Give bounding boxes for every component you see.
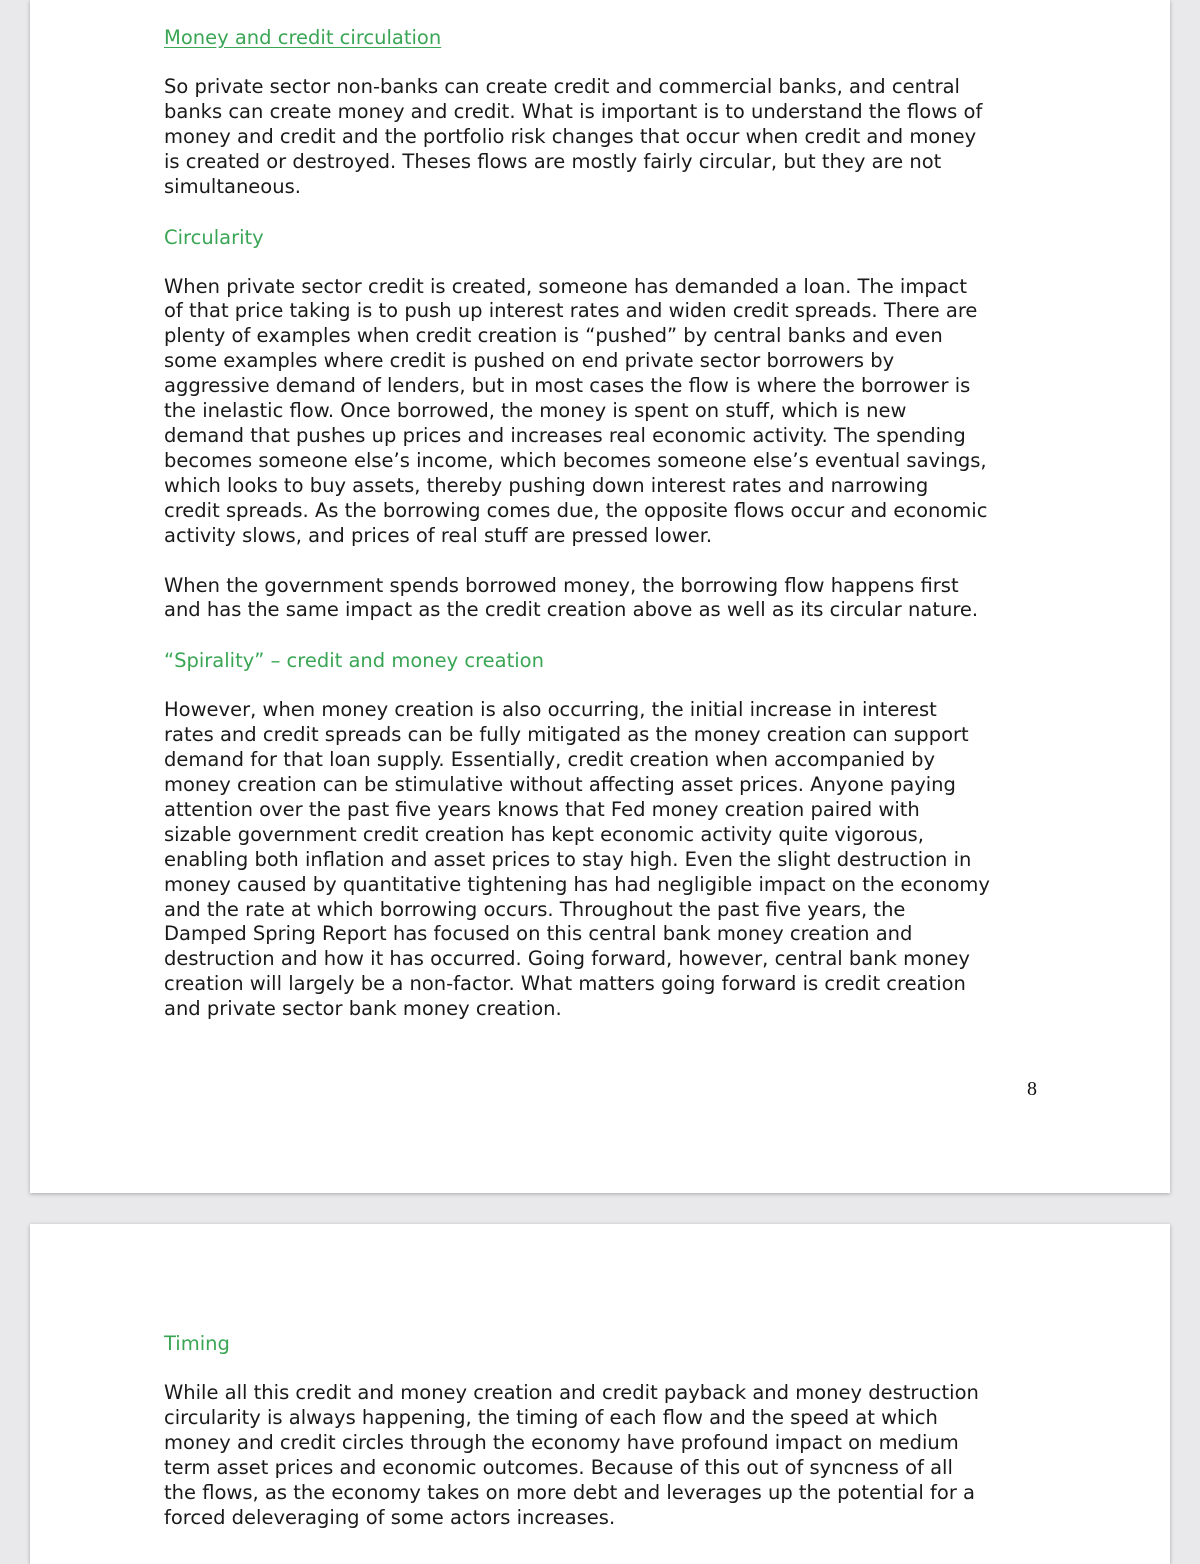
page-number: 8 [1027,1078,1037,1100]
paragraph-money-credit-intro: So private sector non-banks can create credit and commercial banks, and central banks can create money and credit. What is important is to understand the flows of money and credit and the portfolio risk changes that occur when credit and money is created or destroyed. Theses flows are mostly fairly circular, but they are not simultaneous. [164,75,983,198]
heading-circularity: Circularity [164,225,264,249]
paragraph-circularity-1: When private sector credit is created, someone has demanded a loan. The impact of that price taking is to push up interest rates and widen credit spreads. There are plenty of examples when credit creation is “pushed” by central banks and even some examples where credit is pushed on end private sector borrowers by aggressive demand of lenders, but in most cases the flow is where the borrower is the inelastic flow. Once borrowed, the money is spent on stuff, which is new demand that pushes up prices and increases real economic activity. The spending becomes someone else’s income, which becomes someone else’s eventual savings, which looks to buy assets, thereby pushing down interest rates and narrowing credit spreads. As the borrowing comes due, the opposite flows occur and economic activity slows, and prices of real stuff are pressed lower. [164,274,988,547]
page-content [164,25,1044,1022]
page-content [164,1331,1044,1530]
paragraph-circularity-2: When the government spends borrowed money, the borrowing flow happens first and has the same impact as the credit creation above as well as its circular nature. [164,573,979,622]
heading-timing: Timing [164,1332,230,1355]
heading-money-and-credit-circulation[interactable]: Money and credit circulation [164,26,442,49]
paragraph-timing: While all this credit and money creation and credit payback and money destruction circularity is always happening, the timing of each flow and the speed at which money and credit circles through the economy have profound impact on medium term asset prices and economic outcomes. Because of this out of syncness of all the flows, as the economy takes on more debt and leverages up the potential for a forced deleveraging of some actors increases. [164,1381,979,1529]
document-page-9 [30,1224,1170,1564]
heading-spirality: “Spirality” – credit and money creation [164,649,544,673]
document-page-8 [30,0,1170,1193]
paragraph-spirality: However, when money creation is also occurring, the initial increase in interest rates and credit spreads can be fully mitigated as the money creation can support demand for that loan supply. Essentially, credit creation when accompanied by money creation can be stimulative without affecting asset prices. Anyone paying attention over the past five years knows that Fed money creation paired with sizable government credit creation has kept economic activity quite vigorous, enabling both inflation and asset prices to stay high. Even the slight destruction in money caused by quantitative tightening has had negligible impact on the economy and the rate at which borrowing occurs. Throughout the past five years, the Damped Spring Report has focused on this central bank money creation and destruction and how it has occurred. Going forward, however, central bank money creation will largely be a non-factor. What matters going forward is credit creation and private sector bank money creation. [164,698,990,1021]
